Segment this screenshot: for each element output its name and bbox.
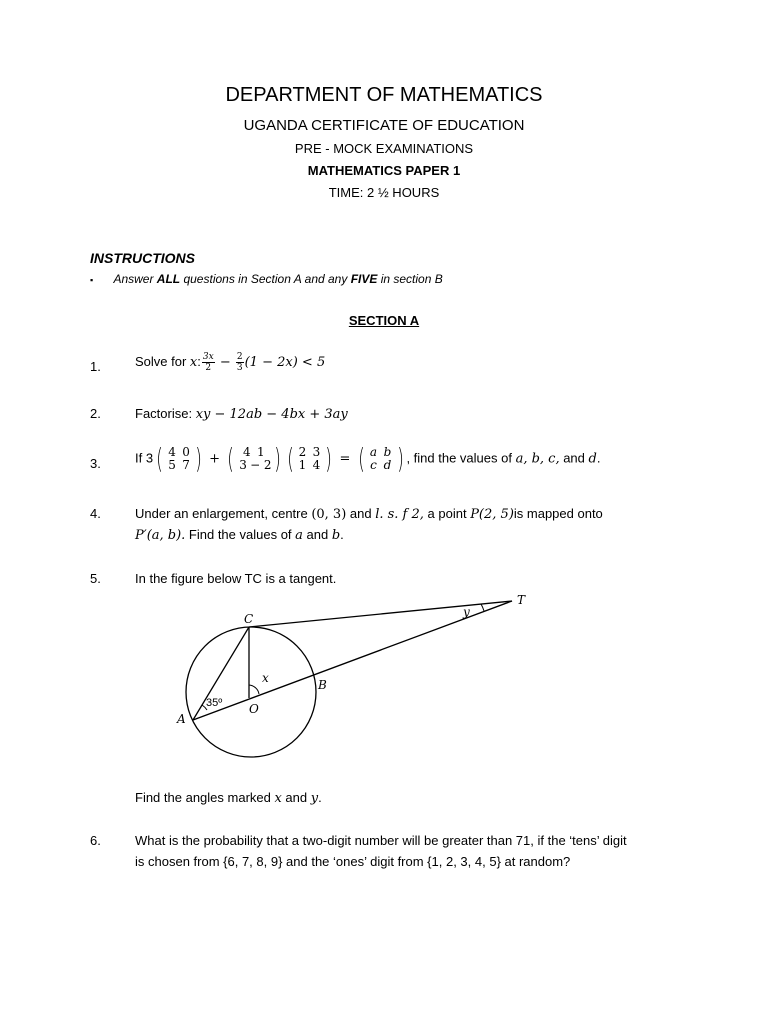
q4-number: 4. xyxy=(90,506,101,521)
q5-text: In the figure below TC is a tangent. xyxy=(135,571,337,586)
angle-arc-x xyxy=(249,685,259,694)
q5-find-text xyxy=(135,790,322,806)
q5-find-b: and xyxy=(281,790,311,805)
angle-arc-y xyxy=(481,604,484,611)
q1-lead: Solve for xyxy=(135,353,190,369)
q5-var-x: x xyxy=(274,791,282,806)
q2-lead: Factorise: xyxy=(135,406,196,421)
q5-number: 5. xyxy=(90,571,101,586)
instruction-text-c: in section B xyxy=(377,272,443,286)
q4-text-b: and xyxy=(346,506,376,521)
q1-var: x xyxy=(189,354,198,370)
tangent-line-CT xyxy=(249,601,512,627)
q3-equals: = xyxy=(335,451,355,467)
instruction-text-a: Answer xyxy=(113,272,157,286)
q1-fraction-2: $\frac{2}{3}$ xyxy=(236,352,243,373)
q5-find-a: Find the angles marked xyxy=(135,790,275,805)
q3-tail: , find the values of xyxy=(406,450,516,466)
instruction-text-b: questions in Section A and any xyxy=(180,272,351,286)
q1-fraction-1: $\frac{3x}{2}$ xyxy=(202,352,214,373)
q2-number: 2. xyxy=(90,406,101,421)
q3-matrix-4: ( a b c d ) xyxy=(357,442,404,475)
section-title: SECTION A xyxy=(348,313,420,328)
exam-title: PRE - MOCK EXAMINATIONS xyxy=(294,141,474,156)
q6-number: 6. xyxy=(90,833,101,848)
q6-line-2: is chosen from {6, 7, 8, 9} and the ‘ones’ digit from {1, 2, 3, 4, 5} at random? xyxy=(135,854,571,869)
label-x: x xyxy=(262,671,269,685)
label-A: A xyxy=(177,712,186,726)
q1-rest: (1 − 2x) < 5 xyxy=(244,354,326,370)
label-T: T xyxy=(517,593,526,607)
certificate-title: UGANDA CERTIFICATE OF EDUCATION xyxy=(243,117,525,134)
label-B: B xyxy=(318,678,327,692)
time-allowed: TIME: 2 ½ HOURS xyxy=(328,185,440,200)
instruction-five: FIVE xyxy=(350,272,378,286)
q3-matrix-3: ( 2 3 1 4 ) xyxy=(286,442,333,475)
bullet-icon: ▪ xyxy=(90,275,94,285)
q2-expression: xy − 12ab − 4bx + 3ay xyxy=(195,407,348,422)
q3-vars: a, b, c, xyxy=(515,451,560,467)
instruction-all: ALL xyxy=(156,272,181,286)
q4-text-c: a point xyxy=(423,506,471,521)
q4-text-e: Find the values of xyxy=(185,527,296,542)
label-y: y xyxy=(463,605,470,619)
q1-number: 1. xyxy=(90,359,101,374)
q3-lead: If 3 xyxy=(135,450,154,466)
angle-35-label: 35º xyxy=(206,697,223,709)
q4-text-g: . xyxy=(340,527,344,542)
q3-and: and xyxy=(559,450,589,466)
label-C: C xyxy=(244,612,254,626)
q3-matrix-2: ( 4 1 3 − 2) xyxy=(227,442,281,475)
q6-line-1: What is the probability that a two-digit number will be greater than 71, if the ‘tens’ digit xyxy=(135,833,627,848)
q3-dot: . xyxy=(596,450,601,466)
department-title: DEPARTMENT OF MATHEMATICS xyxy=(225,84,543,106)
q5-find-c: . xyxy=(318,790,322,805)
q4-image-point: P′(a, b). xyxy=(135,528,186,543)
q1-colon: : xyxy=(197,353,201,369)
q4-lsf: l. s. f 2, xyxy=(375,507,424,522)
q4-text-a: Under an enlargement, centre xyxy=(135,506,312,521)
q4-point: P(2, 5) xyxy=(470,507,514,522)
q4-var-b: b xyxy=(331,528,341,543)
q3-last-var: d xyxy=(588,451,597,467)
label-O: O xyxy=(249,702,259,716)
q1-minus: − xyxy=(215,354,235,370)
figure-circle xyxy=(186,627,316,757)
q4-centre: (0, 3) xyxy=(311,507,347,522)
q3-matrix-1: ( 4 0 5 7 ) xyxy=(156,442,202,475)
paper-title: MATHEMATICS PAPER 1 xyxy=(307,163,461,178)
instructions-heading: INSTRUCTIONS xyxy=(90,250,195,266)
q3-number: 3. xyxy=(90,456,101,471)
q4-text-d: is mapped onto xyxy=(513,506,603,521)
q4-var-a: a xyxy=(295,528,303,543)
q5-var-y: y xyxy=(310,791,319,806)
q3-plus: + xyxy=(204,451,225,467)
q4-text-f: and xyxy=(302,527,332,542)
